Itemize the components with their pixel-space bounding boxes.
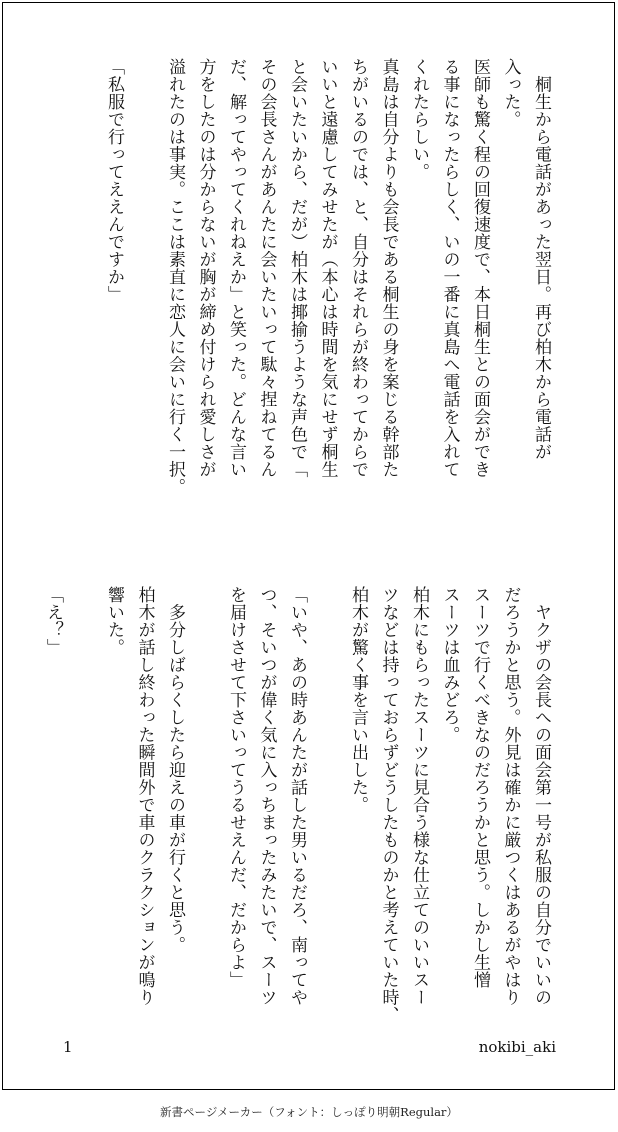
text-line: 「私服で行ってええんですか」 (104, 58, 124, 303)
text-line: る事になったらしく、いの一番に真島へ電話を入れて (439, 58, 460, 478)
text-line: いいと遠慮してみせたが（本心は時間を気にせず桐生 (317, 58, 338, 478)
page-number: 1 (63, 1038, 73, 1056)
lower-text-block (43, 586, 556, 1024)
text-line: 柏木にもらったスーツに見合う様な仕立てのいいスー (409, 586, 429, 1006)
text-line: つ、そいつが偉く気に入っちまったみたいで、スーツ (256, 586, 277, 1006)
text-line: くれたらしい。 (409, 58, 429, 181)
text-line: 「いや、あの時あんたが話した男いるだろ、南ってや (287, 586, 307, 1006)
text-line: ツなどは持っておらずどうしたものかと考えていた時、 (378, 586, 399, 1024)
text-line (68, 586, 99, 996)
text-line: スーツで行くべきなのだろうかと思う。しかし生憎 (470, 586, 490, 989)
text-line: 真島は自分よりも会長である桐生の身を案じる幹部た (378, 58, 399, 478)
text-line: ちがいるのでは、と、自分はそれらが終わってからで (348, 58, 368, 478)
text-line: 響いた。 (104, 586, 124, 656)
maker-caption: 新書ページメーカー（フォント：しっぽり明朝Regular） (160, 1105, 458, 1119)
text-line (190, 586, 221, 996)
text-line: ヤクザの会長への面会第一号が私服の自分でいいの (531, 586, 551, 1006)
text-line: 柏木が話し終わった瞬間外で車のクラクションが鳴り (134, 586, 155, 1006)
text-line: 医師も驚く程の回復速度で、本日桐生との面会ができ (470, 58, 490, 478)
text-line: 溢れたのは事実。ここは素直に恋人に会いに行く一択。 (165, 58, 185, 496)
text-line: その会長さんがあんたに会いたいって駄々捏ねてるん (256, 58, 277, 478)
text-line: を届けさせて下さいってうるせえんだ、だからよ」 (226, 586, 246, 989)
text-line: 入った。 (500, 58, 521, 128)
text-line: 多分しばらくしたら迎えの車が行くと思う。 (165, 586, 185, 954)
text-line: 方をしたのは分からないが胸が締め付けられ愛しさが (195, 58, 216, 478)
text-line: だ、解ってやってくれねえか」と笑った。どんな言い (226, 58, 246, 478)
text-line (129, 58, 160, 550)
text-line: スーツは血みどろ。 (439, 586, 460, 744)
author-name: nokibi_aki (478, 1038, 556, 1056)
upper-text-block (56, 58, 556, 550)
text-line: だろうかと思う。外見は確かに厳つくはあるがやはり (500, 586, 521, 1006)
text-line (312, 586, 343, 996)
text-line: と会いたいから、だが）柏木は揶揄うような声色で「 (287, 58, 307, 478)
text-line: 桐生から電話があった翌日。再び柏木から電話が (531, 58, 551, 461)
novel-page (2, 2, 615, 1090)
text-line: 「え？」 (43, 586, 63, 656)
text-line: 柏木が驚く事を言い出した。 (348, 586, 368, 814)
